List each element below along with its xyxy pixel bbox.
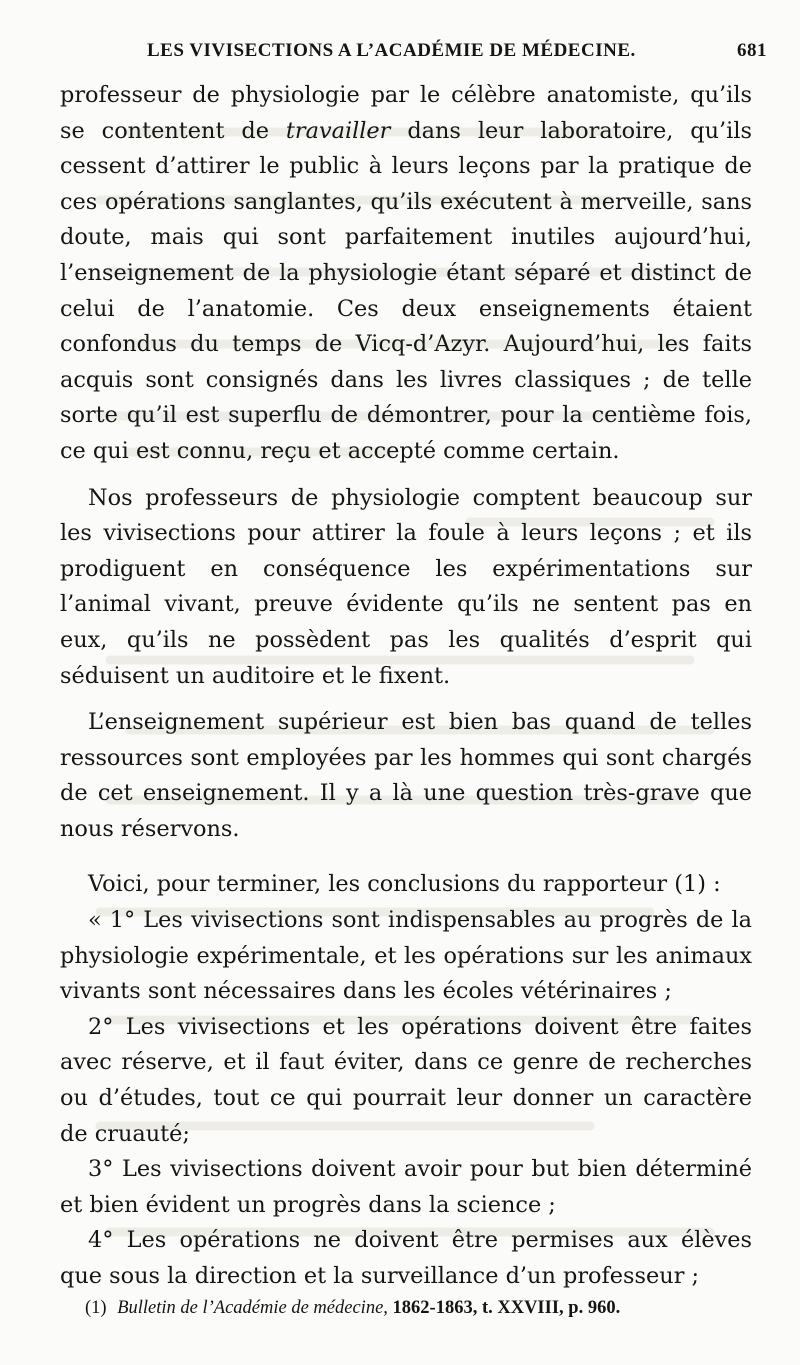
paragraph-3: L’enseignement supérieur est bien bas quand de telles ressources sont employées par les hommes qui sont chargés de cet enseignement. Il y a là une question très-grave que nous réservons.	[60, 709, 752, 842]
conclusion-2: 2° Les vivisections et les opérations doivent être faites avec réserve, et il faut éviter, dans ce genre de recherches ou d’études, tout ce qui pourrait leur donner un caractère de cruauté;	[60, 1013, 752, 1147]
footnote	[85, 1298, 755, 1319]
conclusion-1: « 1° Les vivisections sont indispensables au progrès de la physiologie expérimentale, et les opérations sur les animaux vivants sont nécessaires dans les écoles vétérinaires ;	[60, 907, 752, 1005]
conclusion-4: 4° Les opérations ne doivent être permises aux élèves que sous la direction et la surveillance d’un professeur ;	[60, 1227, 752, 1289]
body-text	[60, 78, 752, 1295]
conclusion-3: 3° Les vivisections doivent avoir pour but bien déterminé et bien évident un progrès dans la science ;	[60, 1156, 752, 1218]
paragraph-1-rest: dans leur laboratoire, qu’ils cessent d’attirer le public à leurs leçons par la pratique de ces opérations sanglantes, qu’ils exécutent à merveille, sans doute, mais qui sont parfaitement inutiles aujourd’hui, l’enseignement de la physiologie étant séparé et distinct de celui de l’anatomie. Ces deux enseignements étaient confondus du temps de Vicq-d’Azyr. Aujourd’hui, les faits acquis sont consignés dans les livres classiques ; de telle sorte qu’il est superflu de démontrer, pour la centième fois, ce qui est connu, reçu et accepté comme certain.	[60, 117, 752, 464]
running-header	[147, 40, 767, 62]
paragraph-2: Nos professeurs de physiologie comptent beaucoup sur les vivisections pour attirer la foule à leurs leçons ; et ils prodiguent en conséquence les expérimentations sur l’animal vivant, preuve évidente qu’ils ne sentent pas en eux, qu’ils ne possèdent pas les qualités d’esprit qui séduisent un auditoire et le fixent.	[60, 484, 752, 689]
emphasis-travailler: travailler	[285, 117, 391, 144]
paragraph-1	[60, 78, 752, 470]
running-title: LES VIVISECTIONS A L’ACADÉMIE DE MÉDECINE.	[147, 40, 636, 61]
footnote-reference: 1862-1863, t. XXVIII, p. 960.	[392, 1298, 621, 1318]
paragraph-4: Voici, pour terminer, les conclusions du rapporteur (1) :	[88, 871, 721, 898]
footnote-source: Bulletin de l’Académie de médecine,	[117, 1298, 388, 1318]
footnote-mark: (1)	[85, 1298, 107, 1318]
page-number: 681	[737, 40, 767, 61]
paragraph-1-start: professeur de physiologie par le célèbre anatomiste, qu’ils se contentent de	[60, 82, 752, 144]
